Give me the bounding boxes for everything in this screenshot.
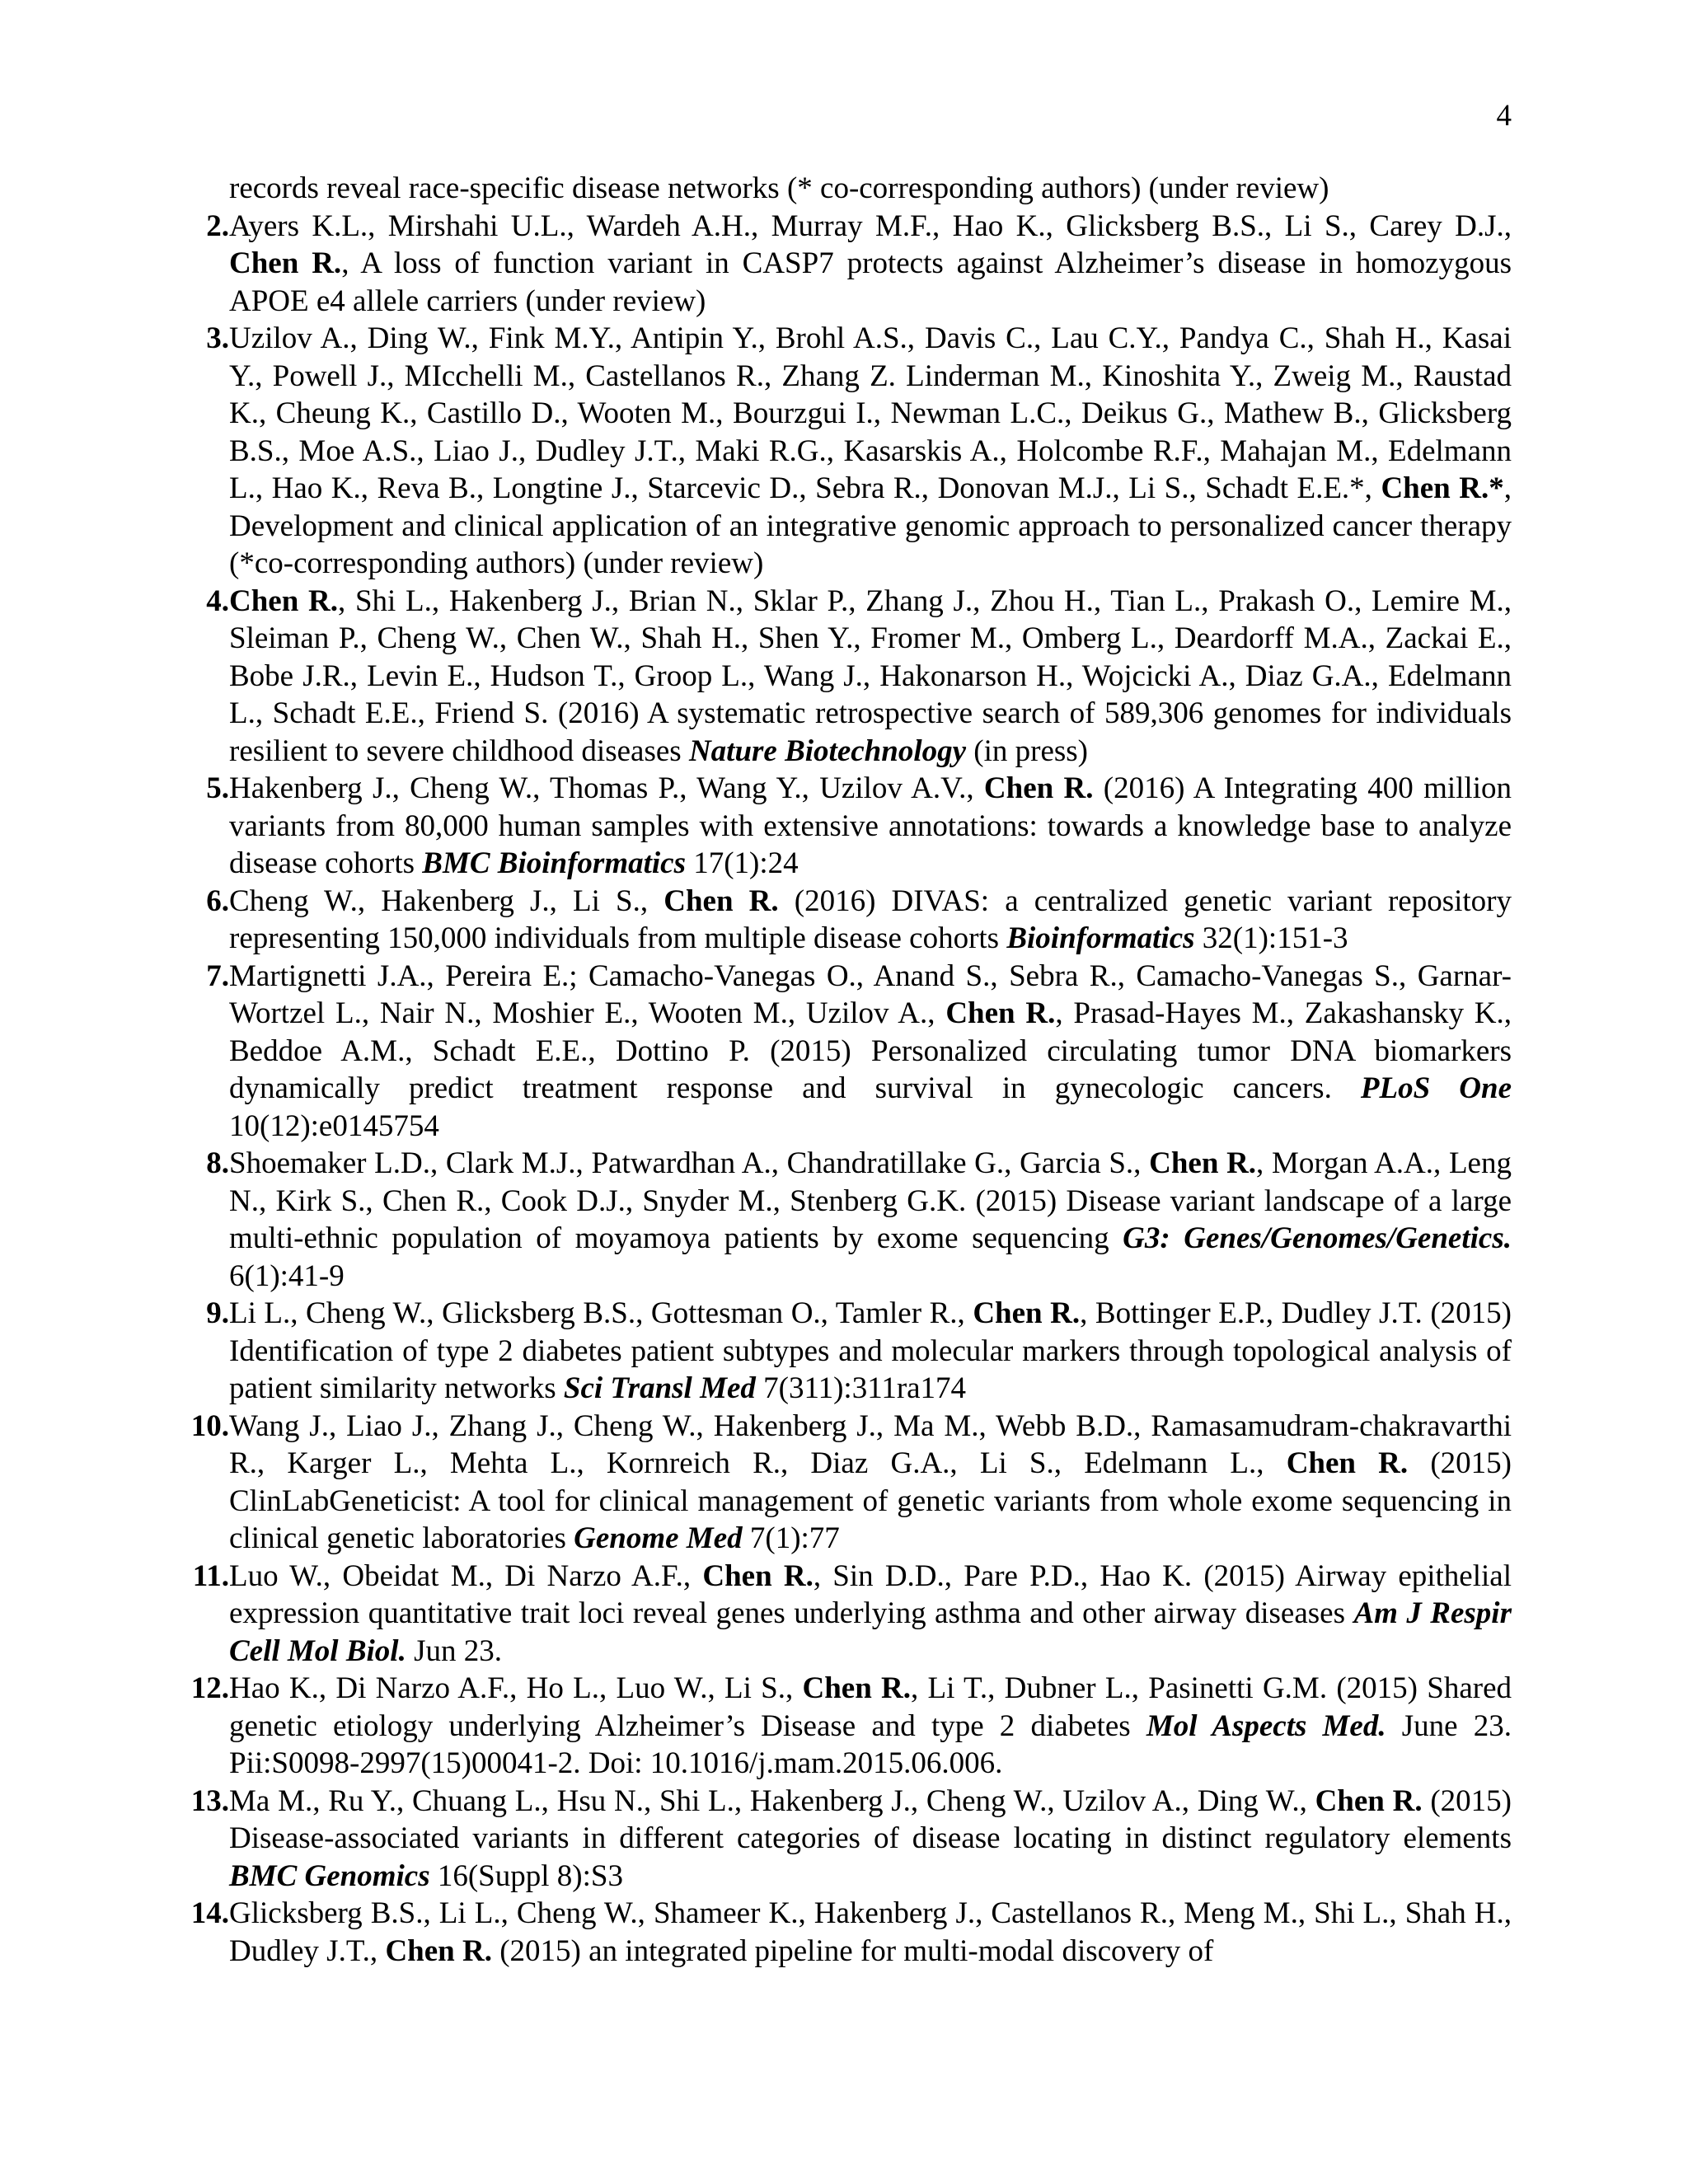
reference-text (229, 770, 1512, 883)
reference-text-segment: (2015) an integrated pipeline for multi-modal discovery of (491, 1933, 1214, 1968)
reference-number: 11. (192, 1558, 229, 1593)
reference-entry (176, 770, 1512, 883)
reference-text-segment: , Morgan A.A., Leng N., Kirk S., Chen R., Cook D.J., Snyder M., Stenberg G.K. (2015) Disease variant landscape of a large multi-ethnic population of moyamoya patients by exome sequencing (229, 1146, 1512, 1255)
reference-text-segment: (2016) DIVAS: a centralized genetic variant repository representing 150,000 individuals from multiple disease cohorts (229, 883, 1512, 955)
reference-text-segment: 16(Suppl 8):S3 (429, 1858, 623, 1893)
reference-text-segment: , Prasad-Hayes M., Zakashansky K., Beddoe A.M., Schadt E.E., Dottino P. (2015) Personalized circulating tumor DNA biomarkers dynamically predict treatment response and survival in gynecologic cancers. (229, 996, 1512, 1105)
journal-title: Am J Respir Cell Mol Biol. (229, 1596, 1512, 1668)
journal-title: Nature Biotechnology (688, 733, 967, 768)
author-highlight: Chen R. (1315, 1783, 1423, 1818)
reference-text (229, 583, 1512, 771)
reference-list (176, 170, 1512, 1970)
reference-text-segment: Jun 23. (406, 1633, 502, 1668)
reference-entry (176, 1895, 1512, 1970)
reference-text (229, 320, 1512, 583)
reference-number: 2. (206, 209, 229, 243)
reference-text-segment: , Sin D.D., Pare P.D., Hao K. (2015) Airway epithelial expression quantitative trait loci reveal genes underlying asthma and other airway diseases (229, 1558, 1512, 1630)
journal-title: BMC Bioinformatics (422, 846, 686, 880)
reference-text-segment: Glicksberg B.S., Li L., Cheng W., Shameer K., Hakenberg J., Castellanos R., Meng M., Shi L., Shah H., Dudley J.T., (229, 1896, 1512, 1968)
reference-entry (176, 1408, 1512, 1558)
reference-text-segment: 17(1):24 (685, 846, 799, 880)
reference-text (229, 1895, 1512, 1970)
reference-text-segment: Cheng W., Hakenberg J., Li S., (229, 883, 664, 918)
reference-text (229, 1783, 1512, 1896)
reference-number: 10. (190, 1408, 229, 1443)
journal-title: G3: Genes/Genomes/Genetics. (1123, 1221, 1512, 1255)
author-highlight: Chen R. (983, 771, 1094, 805)
reference-entry (176, 958, 1512, 1146)
reference-number: 5. (206, 771, 229, 805)
reference-text (229, 1295, 1512, 1408)
reference-entry (176, 1145, 1512, 1295)
reference-text-segment: Ayers K.L., Mirshahi U.L., Wardeh A.H., Murray M.F., Hao K., Glicksberg B.S., Li S., Carey D.J., (229, 209, 1512, 243)
reference-entry (176, 320, 1512, 583)
reference-text-segment: June 23. Pii:S0098-2997(15)00041-2. Doi: 10.1016/j.mam.2015.06.006. (229, 1708, 1512, 1780)
reference-text-segment: , Shi L., Hakenberg J., Brian N., Sklar P., Zhang J., Zhou H., Tian L., Prakash O., Lemire M., Sleiman P., Cheng W., Chen W., Shah H., Shen Y., Fromer M., Omberg L., Deardorff M.A., Zackai E., Bobe J.R., Levin E., Hudson T., Groop L., Wang J., Hakonarson H., Wojcicki A., Diaz G.A., Edelmann L., Schadt E.E., Friend S. (2016) A systematic retrospective search of 589,306 genomes for individuals resilient to severe childhood diseases (229, 583, 1512, 768)
reference-text-segment: (2016) A Integrating 400 million variants from 80,000 human samples with extensive annotations: towards a knowledge base to analyze disease cohorts (229, 771, 1512, 880)
author-highlight: Chen R. (385, 1933, 492, 1968)
reference-text (229, 1408, 1512, 1558)
reference-text-segment: 7(311):311ra174 (755, 1371, 967, 1405)
carryover-text: records reveal race-specific disease networks (* co-corresponding authors) (under review) (229, 171, 1329, 205)
reference-number: 7. (206, 958, 229, 993)
reference-number: 3. (206, 321, 229, 355)
reference-entry (176, 583, 1512, 771)
reference-entry (176, 1783, 1512, 1896)
journal-title: Mol Aspects Med. (1146, 1708, 1386, 1743)
reference-text-segment: Wang J., Liao J., Zhang J., Cheng W., Hakenberg J., Ma M., Webb B.D., Ramasamudram-chakravarthi R., Karger L., Mehta L., Kornreich R., Diaz G.A., Li S., Edelmann L., (229, 1408, 1512, 1480)
reference-number: 8. (206, 1146, 229, 1180)
reference-text-segment: Hao K., Di Narzo A.F., Ho L., Luo W., Li S., (229, 1671, 803, 1705)
author-highlight: Chen R. (1286, 1446, 1409, 1480)
reference-text-segment: 7(1):77 (742, 1521, 840, 1555)
journal-title: PLoS One (1360, 1071, 1512, 1105)
reference-text-segment: 10(12):e0145754 (229, 1108, 439, 1143)
reference-text-segment: Uzilov A., Ding W., Fink M.Y., Antipin Y., Brohl A.S., Davis C., Lau C.Y., Pandya C., Shah H., Kasai Y., Powell J., MIcchelli M., Castellanos R., Zhang Z. Linderman M., Kinoshita Y., Zweig M., Raustad K., Cheung K., Castillo D., Wooten M., Bourzgui I., Newman L.C., Deikus G., Mathew B., Glicksberg B.S., Moe A.S., Liao J., Dudley J.T., Maki R.G., Kasarskis A., Holcombe R.F., Mahajan M., Edelmann L., Hao K., Reva B., Longtine J., Starcevic D., Sebra R., Donovan M.J., Li S., Schadt E.E.*, (229, 321, 1512, 505)
reference-text-segment: Ma M., Ru Y., Chuang L., Hsu N., Shi L., Hakenberg J., Cheng W., Uzilov A., Ding W., (229, 1783, 1315, 1818)
reference-text (229, 1670, 1512, 1783)
author-highlight: Chen R. (229, 246, 342, 280)
reference-text-segment: (in press) (966, 733, 1088, 768)
reference-number: 6. (206, 883, 229, 918)
journal-title: Sci Transl Med (563, 1371, 756, 1405)
reference-number: 12. (190, 1671, 229, 1705)
reference-text (229, 1145, 1512, 1295)
reference-text-segment: (2015) Disease-associated variants in different categories of disease locating in distinct regulatory elements (229, 1783, 1512, 1855)
reference-text-segment: , Development and clinical application of an integrative genomic approach to personalized cancer therapy (*co-corresponding authors) (under review) (229, 471, 1512, 580)
page-number: 4 (1496, 99, 1512, 133)
journal-title: Genome Med (574, 1521, 743, 1555)
reference-text-segment: Shoemaker L.D., Clark M.J., Patwardhan A., Chandratillake G., Garcia S., (229, 1146, 1150, 1180)
author-highlight: Chen R. (663, 883, 779, 918)
reference-text-segment: , Bottinger E.P., Dudley J.T. (2015) Identification of type 2 diabetes patient subtypes and molecular markers through topological analysis of patient similarity networks (229, 1296, 1512, 1405)
reference-text-segment: Luo W., Obeidat M., Di Narzo A.F., (229, 1558, 703, 1593)
author-highlight: Chen R. (945, 996, 1056, 1030)
reference-text-segment: , A loss of function variant in CASP7 protects against Alzheimer’s disease in homozygous APOE e4 allele carriers (under review) (229, 246, 1512, 318)
journal-title: BMC Genomics (229, 1858, 430, 1893)
reference-entry (176, 1558, 1512, 1671)
reference-number: 9. (206, 1296, 229, 1330)
journal-title: Bioinformatics (1006, 921, 1195, 955)
author-highlight: Chen R. (1149, 1146, 1257, 1180)
reference-number: 13. (190, 1783, 229, 1818)
reference-text-segment: (2015) ClinLabGeneticist: A tool for clinical management of genetic variants from whole exome sequencing in clinical genetic laboratories (229, 1446, 1512, 1555)
reference-number: 14. (190, 1896, 229, 1930)
author-highlight: Chen R. (802, 1671, 912, 1705)
reference-text (229, 1558, 1512, 1671)
author-highlight: Chen R. (229, 583, 338, 618)
reference-text-segment: 6(1):41-9 (229, 1258, 345, 1293)
reference-text (229, 958, 1512, 1146)
reference-entry (176, 883, 1512, 958)
reference-text (229, 208, 1512, 321)
reference-number: 4. (206, 583, 229, 618)
reference-entry (176, 208, 1512, 321)
reference-text-segment: Li L., Cheng W., Glicksberg B.S., Gottesman O., Tamler R., (229, 1296, 973, 1330)
author-highlight: Chen R.* (1381, 471, 1504, 505)
author-highlight: Chen R. (973, 1296, 1081, 1330)
reference-text (229, 883, 1512, 958)
reference-entry (176, 1670, 1512, 1783)
author-highlight: Chen R. (702, 1558, 814, 1593)
reference-text-segment: 32(1):151-3 (1194, 921, 1348, 955)
reference-text-segment: Martignetti J.A., Pereira E.; Camacho-Vanegas O., Anand S., Sebra R., Camacho-Vanegas S., Garnar-Wortzel L., Nair N., Moshier E., Wooten M., Uzilov A., (229, 958, 1512, 1030)
reference-entry (176, 1295, 1512, 1408)
reference-text-segment: Hakenberg J., Cheng W., Thomas P., Wang Y., Uzilov A.V., (229, 771, 984, 805)
reference-text-segment: , Li T., Dubner L., Pasinetti G.M. (2015) Shared genetic etiology underlying Alzheimer’s Disease and type 2 diabetes (229, 1671, 1512, 1743)
